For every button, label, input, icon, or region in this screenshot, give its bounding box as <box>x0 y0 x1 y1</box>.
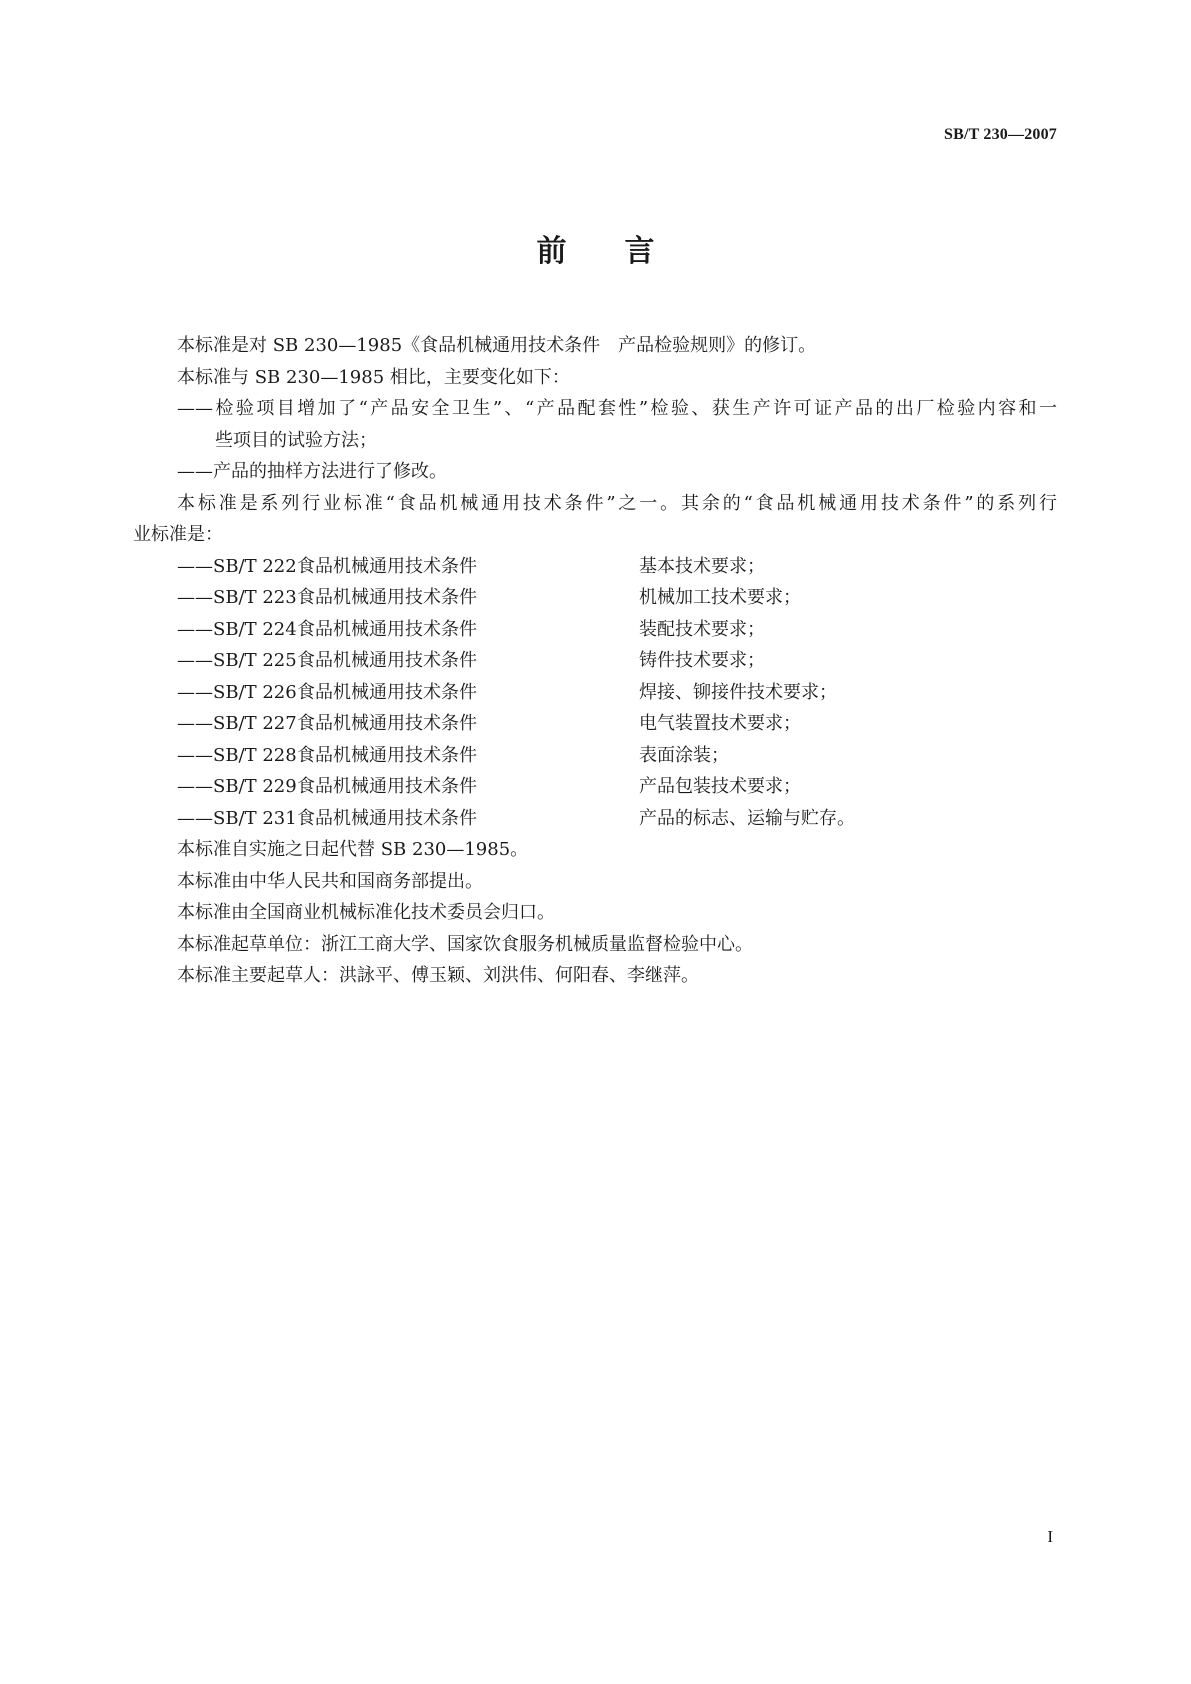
standard-code: ——SB/T 224 <box>177 618 297 640</box>
standard-series: 食品机械通用技术条件 <box>297 713 477 734</box>
paragraph-drafters: 本标准主要起草人：洪詠平、傅玉颖、刘洪伟、何阳春、李继萍。 <box>177 965 699 986</box>
standard-part: 焊接、铆接件技术要求； <box>639 681 837 703</box>
standard-code: ——SB/T 222 <box>177 555 297 577</box>
standard-code: ——SB/T 225 <box>177 650 297 671</box>
list-item <box>133 645 1057 677</box>
paragraph-series: 本标准是系列行业标准“食品机械通用技术条件”之一。其余的“食品机械通用技术条件”的系列行 <box>177 492 1057 514</box>
list-item <box>133 582 1057 614</box>
standard-number: SB/T 230—2007 <box>944 126 1057 143</box>
standard-series: 食品机械通用技术条件 <box>297 807 477 829</box>
standard-code: ——SB/T 223 <box>177 587 297 608</box>
list-item <box>133 803 1057 835</box>
list-item <box>133 677 1057 709</box>
standard-code: ——SB/T 227 <box>177 713 297 734</box>
standard-code: ——SB/T 229 <box>177 776 297 797</box>
list-item <box>133 551 1057 583</box>
paragraph-centralized-by: 本标准由全国商业机械标准化技术委员会归口。 <box>177 902 555 923</box>
standard-code: ——SB/T 226 <box>177 681 297 703</box>
list-item <box>133 771 1057 803</box>
standard-part: 电气装置技术要求； <box>639 713 801 734</box>
related-standards-list <box>133 551 1057 835</box>
paragraph-replaces: 本标准自实施之日起代替 SB 230—1985。 <box>177 839 529 860</box>
paragraph-series-continued: 业标准是： <box>133 524 223 545</box>
standard-series: 食品机械通用技术条件 <box>297 744 477 766</box>
standard-part: 表面涂装； <box>639 744 729 766</box>
change-item-1-continued: 些项目的试验方法； <box>215 429 377 451</box>
page-number: I <box>1047 1527 1053 1546</box>
standard-series: 食品机械通用技术条件 <box>297 587 477 608</box>
standard-series: 食品机械通用技术条件 <box>297 681 477 703</box>
standard-series: 食品机械通用技术条件 <box>297 618 477 640</box>
change-item-1: ——检验项目增加了“产品安全卫生”、“产品配套性”检验、获生产许可证产品的出厂检验内容和一 <box>177 398 1057 419</box>
list-item <box>133 740 1057 772</box>
paragraph-revision: 本标准是对 SB 230—1985《食品机械通用技术条件 产品检验规则》的修订。 <box>177 335 817 356</box>
paragraph-changes-intro: 本标准与 SB 230—1985 相比，主要变化如下： <box>177 366 570 388</box>
paragraph-drafting-units: 本标准起草单位：浙江工商大学、国家饮食服务机械质量监督检验中心。 <box>177 933 753 955</box>
standard-series: 食品机械通用技术条件 <box>297 776 477 797</box>
standard-part: 产品包装技术要求； <box>639 776 801 797</box>
page-title: 前言 <box>536 234 713 269</box>
foreword-body <box>133 330 1057 992</box>
standard-part: 产品的标志、运输与贮存。 <box>639 807 855 829</box>
list-item <box>133 708 1057 740</box>
change-item-2: ——产品的抽样方法进行了修改。 <box>177 461 447 482</box>
standard-part: 基本技术要求； <box>639 555 765 577</box>
standard-code: ——SB/T 231 <box>177 807 297 829</box>
standard-series: 食品机械通用技术条件 <box>297 555 477 577</box>
standard-part: 装配技术要求； <box>639 618 765 640</box>
paragraph-proposed-by: 本标准由中华人民共和国商务部提出。 <box>177 870 483 892</box>
standard-code: ——SB/T 228 <box>177 744 297 766</box>
standard-series: 食品机械通用技术条件 <box>297 650 477 671</box>
standard-part: 铸件技术要求； <box>639 650 765 671</box>
standard-part: 机械加工技术要求； <box>639 587 801 608</box>
list-item <box>133 614 1057 646</box>
